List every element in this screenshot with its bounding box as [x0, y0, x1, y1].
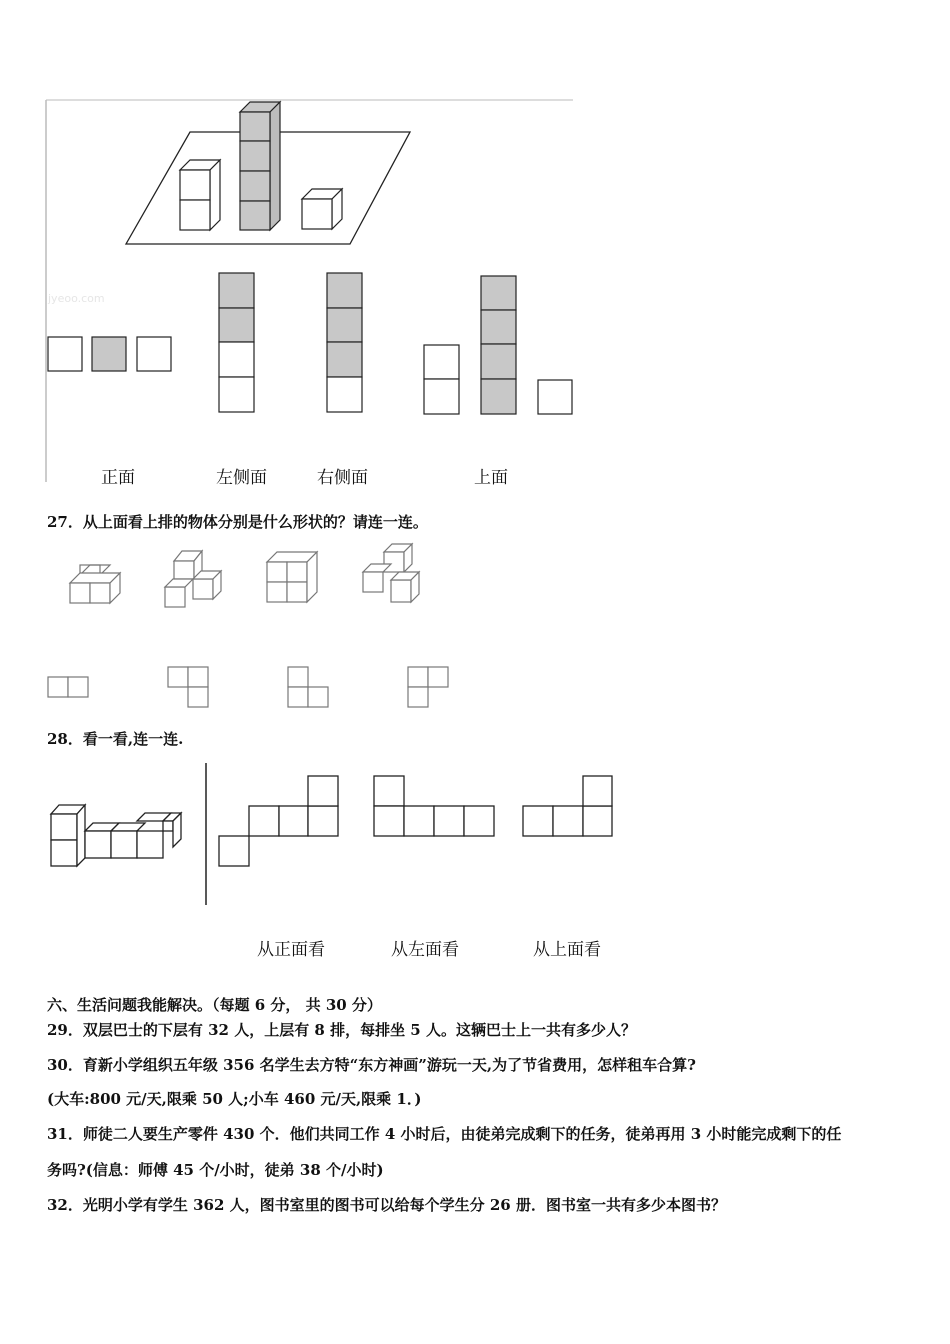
view-label-front: 正面 [101, 468, 135, 488]
view-label-right: 右侧面 [317, 468, 368, 488]
question-32: 32．光明小学有学生 362 人，图书室里的图书可以给每个学生分 26 册．图书室一共有多少本图书？ [47, 1196, 726, 1214]
question-29: 29．双层巴士的下层有 32 人，上层有 8 排，每排坐 5 人。这辆巴士上一共有多少人？ [47, 1021, 636, 1039]
watermark: jyeoo.com [48, 292, 105, 305]
q28-label-left: 从左面看 [391, 940, 459, 960]
q28-label-front: 从正面看 [257, 940, 325, 960]
question-30-info: (大车:800 元/天,限乘 50 人;小车 460 元/天,限乘 1．) [47, 1090, 422, 1108]
question-31-line1: 31．师徒二人要生产零件 430 个．他们共同工作 4 小时后，由徒弟完成剩下的任务，徒弟再用 3 小时能完成剩下的任 [47, 1125, 842, 1143]
question-31-line2: 务吗?(信息：师傅 45 个/小时，徒弟 38 个/小时) [47, 1161, 384, 1179]
question-30: 30．育新小学组织五年级 356 名学生去方特“东方神画”游玩一天,为了节省费用，怎样租车合算? [47, 1056, 696, 1074]
view-label-top: 上面 [474, 468, 508, 488]
question-27: 27．从上面看上排的物体分别是什么形状的？请连一连。 [47, 513, 428, 531]
question-28: 28．看一看,连一连. [47, 730, 184, 748]
q28-label-top: 从上面看 [533, 940, 601, 960]
section-6-title: 六、生活问题我能解决。（每题 6 分， 共 30 分） [47, 996, 382, 1014]
view-label-left: 左侧面 [216, 468, 267, 488]
